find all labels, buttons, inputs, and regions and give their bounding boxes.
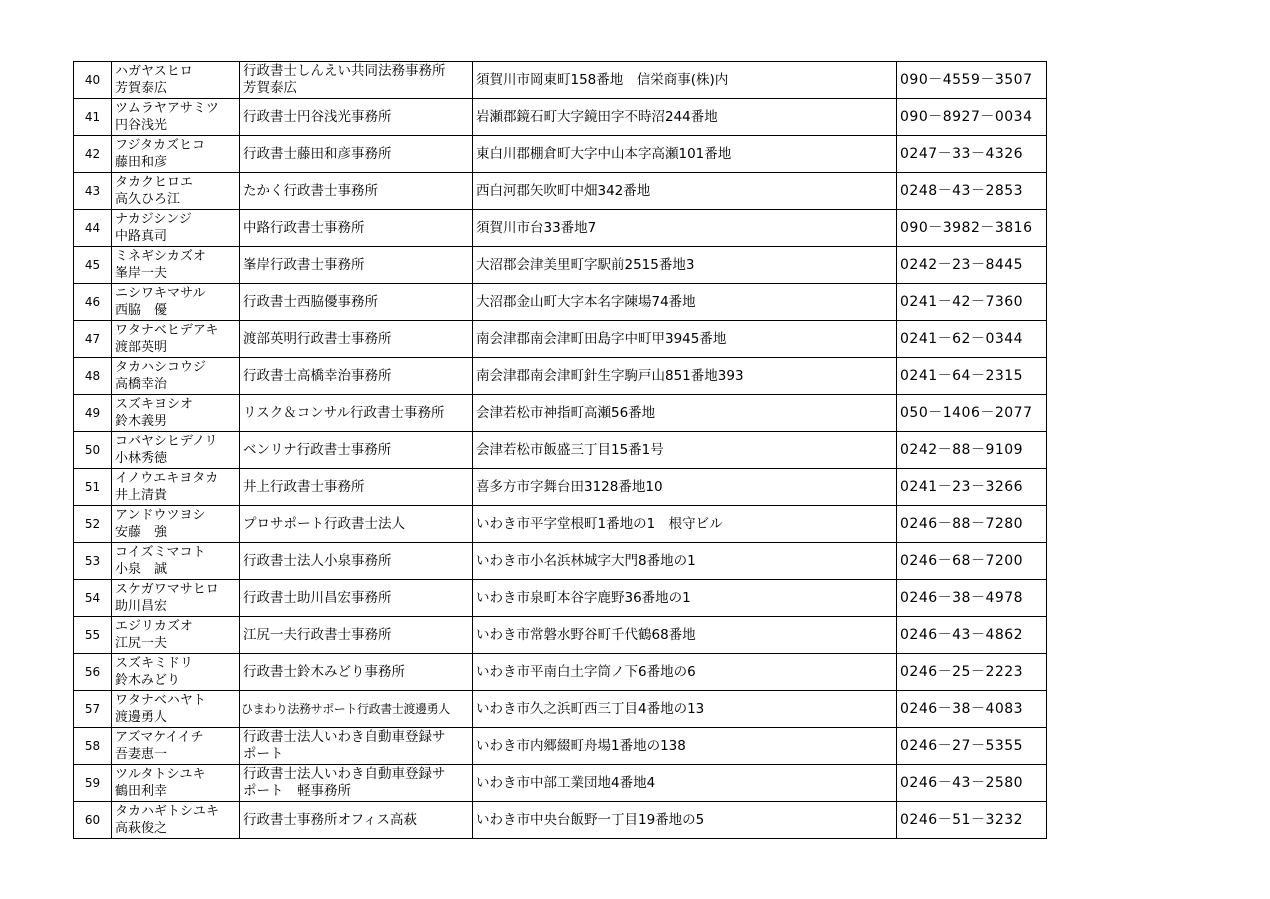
- phone-cell: 0246－88－7280: [897, 506, 1047, 543]
- name-kanji: 鈴木義男: [115, 414, 168, 429]
- row-number: 47: [74, 321, 112, 358]
- name-kana: ツルタトシユキ: [115, 767, 206, 782]
- phone-cell: 0246－68－7200: [897, 543, 1047, 580]
- office-line: 渡部英明行政書士事務所: [243, 330, 392, 347]
- name-kana: ミネギシカズオ: [115, 249, 206, 264]
- name-kana: スケガワマサヒロ: [115, 582, 219, 597]
- row-number: 41: [74, 99, 112, 136]
- row-number: 56: [74, 654, 112, 691]
- phone-cell: 0246－51－3232: [897, 802, 1047, 839]
- phone-cell: 0246－38－4083: [897, 691, 1047, 728]
- table-row: [74, 358, 1047, 395]
- name-kana: タカハシコウジ: [115, 360, 207, 375]
- address-cell: 会津若松市飯盛三丁目15番1号: [473, 432, 897, 469]
- office-line: 行政書士円谷浅光事務所: [243, 108, 392, 125]
- name-kanji: 高橋幸治: [115, 377, 168, 392]
- office-line: 行政書士法人小泉事務所: [243, 552, 392, 569]
- name-kana: フジタカズヒコ: [115, 138, 205, 153]
- name-kanji: 渡部英明: [115, 340, 168, 355]
- office-cell: [240, 691, 473, 728]
- office-line: プロサポート行政書士法人: [243, 515, 405, 532]
- row-number: 52: [74, 506, 112, 543]
- name-cell: [112, 469, 240, 506]
- office-line: 井上行政書士事務所: [243, 478, 365, 495]
- office-cell: [240, 173, 473, 210]
- name-cell: [112, 136, 240, 173]
- office-cell: [240, 765, 473, 802]
- name-kana: ワタナベハヤト: [115, 693, 206, 708]
- name-kanji: 渡邊勇人: [115, 710, 168, 725]
- name-kanji: 小林秀徳: [115, 451, 168, 466]
- address-cell: いわき市小名浜林城字大門8番地の1: [473, 543, 897, 580]
- address-cell: いわき市泉町本谷字鹿野36番地の1: [473, 580, 897, 617]
- name-cell: [112, 728, 240, 765]
- address-cell: いわき市久之浜町西三丁目4番地の13: [473, 691, 897, 728]
- office-line: 行政書士事務所オフィス高萩: [243, 811, 418, 828]
- name-kana: アンドウツヨシ: [115, 508, 206, 523]
- phone-cell: 0242－23－8445: [897, 247, 1047, 284]
- phone-cell: 0242－88－9109: [897, 432, 1047, 469]
- phone-cell: 0241－23－3266: [897, 469, 1047, 506]
- table-row: [74, 247, 1047, 284]
- name-kana: タカクヒロエ: [115, 175, 194, 190]
- office-cell: [240, 395, 473, 432]
- phone-cell: 0241－42－7360: [897, 284, 1047, 321]
- name-kana: ニシワキマサル: [115, 286, 206, 301]
- office-cell: [240, 802, 473, 839]
- row-number: 60: [74, 802, 112, 839]
- office-cell: [240, 469, 473, 506]
- name-kana: ハガヤスヒロ: [115, 64, 193, 79]
- table-row: [74, 210, 1047, 247]
- address-cell: いわき市中部工業団地4番地4: [473, 765, 897, 802]
- office-cell: [240, 247, 473, 284]
- row-number: 49: [74, 395, 112, 432]
- name-cell: [112, 506, 240, 543]
- office-line: 中路行政書士事務所: [243, 219, 365, 236]
- office-line: 行政書士しんえい共同法務事務所: [243, 63, 446, 79]
- office-line: 行政書士高橋幸治事務所: [243, 367, 392, 384]
- address-cell: 岩瀬郡鏡石町大字鏡田字不時沼244番地: [473, 99, 897, 136]
- office-cell: [240, 284, 473, 321]
- name-kana: エジリカズオ: [115, 619, 193, 634]
- name-kana: コバヤシヒデノリ: [115, 434, 218, 449]
- phone-cell: 090－8927－0034: [897, 99, 1047, 136]
- table-row: [74, 395, 1047, 432]
- office-line: 江尻一夫行政書士事務所: [243, 626, 392, 643]
- office-cell: [240, 728, 473, 765]
- name-kanji: 高萩俊之: [115, 821, 168, 836]
- name-cell: [112, 654, 240, 691]
- table-row: [74, 99, 1047, 136]
- office-cell: [240, 136, 473, 173]
- name-kanji: 藤田和彦: [115, 155, 168, 170]
- office-line: 行政書士鈴木みどり事務所: [243, 663, 405, 680]
- name-cell: [112, 284, 240, 321]
- table-row: [74, 432, 1047, 469]
- name-kanji: 小泉 誠: [115, 562, 168, 577]
- name-cell: [112, 765, 240, 802]
- office-line: リスク＆コンサル行政書士事務所: [243, 404, 445, 421]
- row-number: 46: [74, 284, 112, 321]
- name-cell: [112, 321, 240, 358]
- office-line: 行政書士西脇優事務所: [243, 293, 378, 310]
- office-line: ベンリナ行政書士事務所: [243, 441, 392, 458]
- phone-cell: 090－4559－3507: [897, 62, 1047, 99]
- name-kanji: 高久ひろ江: [115, 192, 181, 207]
- table-row: [74, 691, 1047, 728]
- table-row: [74, 469, 1047, 506]
- address-cell: 大沼郡金山町大字本名字陳場74番地: [473, 284, 897, 321]
- row-number: 40: [74, 62, 112, 99]
- row-number: 48: [74, 358, 112, 395]
- office-line: 行政書士法人いわき自動車登録サ: [243, 766, 446, 782]
- table-row: [74, 617, 1047, 654]
- phone-cell: 0241－64－2315: [897, 358, 1047, 395]
- name-cell: [112, 99, 240, 136]
- address-cell: いわき市内郷綴町舟場1番地の138: [473, 728, 897, 765]
- row-number: 53: [74, 543, 112, 580]
- address-cell: 西白河郡矢吹町中畑342番地: [473, 173, 897, 210]
- phone-cell: 0246－27－5355: [897, 728, 1047, 765]
- row-number: 51: [74, 469, 112, 506]
- name-kana: アズマケイイチ: [115, 730, 204, 745]
- roster-table: [73, 61, 1047, 839]
- row-number: 58: [74, 728, 112, 765]
- table-row: [74, 580, 1047, 617]
- office-cell: [240, 543, 473, 580]
- name-kanji: 鈴木みどり: [115, 673, 181, 688]
- phone-cell: 090－3982－3816: [897, 210, 1047, 247]
- name-kanji: 芳賀泰広: [115, 81, 168, 96]
- name-cell: [112, 691, 240, 728]
- office-cell: [240, 617, 473, 654]
- name-cell: [112, 580, 240, 617]
- office-line: ポート: [243, 746, 284, 762]
- address-cell: 南会津郡南会津町田島字中町甲3945番地: [473, 321, 897, 358]
- name-cell: [112, 358, 240, 395]
- name-kanji: 安藤 強: [115, 525, 168, 540]
- name-kana: ワタナベヒデアキ: [115, 323, 219, 338]
- row-number: 55: [74, 617, 112, 654]
- name-cell: [112, 62, 240, 99]
- address-cell: 須賀川市岡東町158番地 信栄商事(株)内: [473, 62, 897, 99]
- office-cell: [240, 432, 473, 469]
- row-number: 43: [74, 173, 112, 210]
- table-row: [74, 802, 1047, 839]
- name-cell: [112, 432, 240, 469]
- office-cell: [240, 321, 473, 358]
- phone-cell: 0241－62－0344: [897, 321, 1047, 358]
- office-line: 峯岸行政書士事務所: [243, 256, 365, 273]
- office-line: 行政書士助川昌宏事務所: [243, 589, 392, 606]
- name-kana: タカハギトシユキ: [115, 804, 220, 819]
- name-kanji: 中路真司: [115, 229, 168, 244]
- office-cell: [240, 654, 473, 691]
- phone-cell: 0247－33－4326: [897, 136, 1047, 173]
- office-cell: [240, 506, 473, 543]
- table-row: [74, 284, 1047, 321]
- phone-cell: 0246－38－4978: [897, 580, 1047, 617]
- table-row: [74, 654, 1047, 691]
- phone-cell: 0246－43－4862: [897, 617, 1047, 654]
- name-kana: イノウエキヨタカ: [115, 471, 219, 486]
- office-line: ポート 軽事務所: [243, 783, 351, 799]
- name-kana: スズキヨシオ: [115, 397, 194, 412]
- row-number: 54: [74, 580, 112, 617]
- name-cell: [112, 173, 240, 210]
- name-kanji: 西脇 優: [115, 303, 168, 318]
- name-kanji: 吾妻恵一: [115, 747, 168, 762]
- address-cell: いわき市中央台飯野一丁目19番地の5: [473, 802, 897, 839]
- row-number: 42: [74, 136, 112, 173]
- table-row: [74, 62, 1047, 99]
- name-kanji: 峯岸一夫: [115, 266, 168, 281]
- name-kana: コイズミマコト: [115, 545, 206, 560]
- address-cell: 須賀川市台33番地7: [473, 210, 897, 247]
- roster-body: [74, 62, 1047, 839]
- office-line: ひまわり法務サポート行政書士渡邊勇人: [241, 701, 450, 716]
- name-cell: [112, 802, 240, 839]
- table-row: [74, 728, 1047, 765]
- address-cell: 大沼郡会津美里町字駅前2515番地3: [473, 247, 897, 284]
- table-row: [74, 543, 1047, 580]
- name-cell: [112, 543, 240, 580]
- address-cell: 会津若松市神指町高瀬56番地: [473, 395, 897, 432]
- row-number: 57: [74, 691, 112, 728]
- phone-cell: 0248－43－2853: [897, 173, 1047, 210]
- row-number: 59: [74, 765, 112, 802]
- office-cell: [240, 358, 473, 395]
- name-kanji: 助川昌宏: [115, 599, 168, 614]
- address-cell: 南会津郡南会津町針生字駒戸山851番地393: [473, 358, 897, 395]
- table-row: [74, 321, 1047, 358]
- office-cell: [240, 210, 473, 247]
- name-kanji: 井上清貴: [115, 488, 168, 503]
- office-line: たかく行政書士事務所: [243, 182, 378, 199]
- phone-cell: 0246－25－2223: [897, 654, 1047, 691]
- address-cell: 喜多方市字舞台田3128番地10: [473, 469, 897, 506]
- address-cell: いわき市平南白土字筒ノ下6番地の6: [473, 654, 897, 691]
- address-cell: 東白川郡棚倉町大字中山本字高瀬101番地: [473, 136, 897, 173]
- name-kanji: 円谷浅光: [115, 118, 168, 133]
- row-number: 45: [74, 247, 112, 284]
- table-row: [74, 765, 1047, 802]
- address-cell: いわき市平字堂根町1番地の1 根守ビル: [473, 506, 897, 543]
- table-row: [74, 136, 1047, 173]
- name-kanji: 江尻一夫: [115, 636, 168, 651]
- name-kana: ツムラヤアサミツ: [115, 101, 219, 116]
- office-line: 芳賀泰広: [243, 80, 297, 96]
- name-cell: [112, 247, 240, 284]
- office-cell: [240, 99, 473, 136]
- phone-cell: 0246－43－2580: [897, 765, 1047, 802]
- row-number: 44: [74, 210, 112, 247]
- table-row: [74, 173, 1047, 210]
- row-number: 50: [74, 432, 112, 469]
- name-cell: [112, 210, 240, 247]
- name-cell: [112, 395, 240, 432]
- table-row: [74, 506, 1047, 543]
- name-cell: [112, 617, 240, 654]
- office-line: 行政書士藤田和彦事務所: [243, 145, 392, 162]
- office-line: 行政書士法人いわき自動車登録サ: [243, 729, 446, 745]
- phone-cell: 050－1406－2077: [897, 395, 1047, 432]
- office-cell: [240, 580, 473, 617]
- address-cell: いわき市常磐水野谷町千代鶴68番地: [473, 617, 897, 654]
- name-kanji: 鶴田利幸: [115, 784, 168, 799]
- name-kana: スズキミドリ: [115, 656, 194, 671]
- name-kana: ナカジシンジ: [115, 212, 192, 227]
- office-cell: [240, 62, 473, 99]
